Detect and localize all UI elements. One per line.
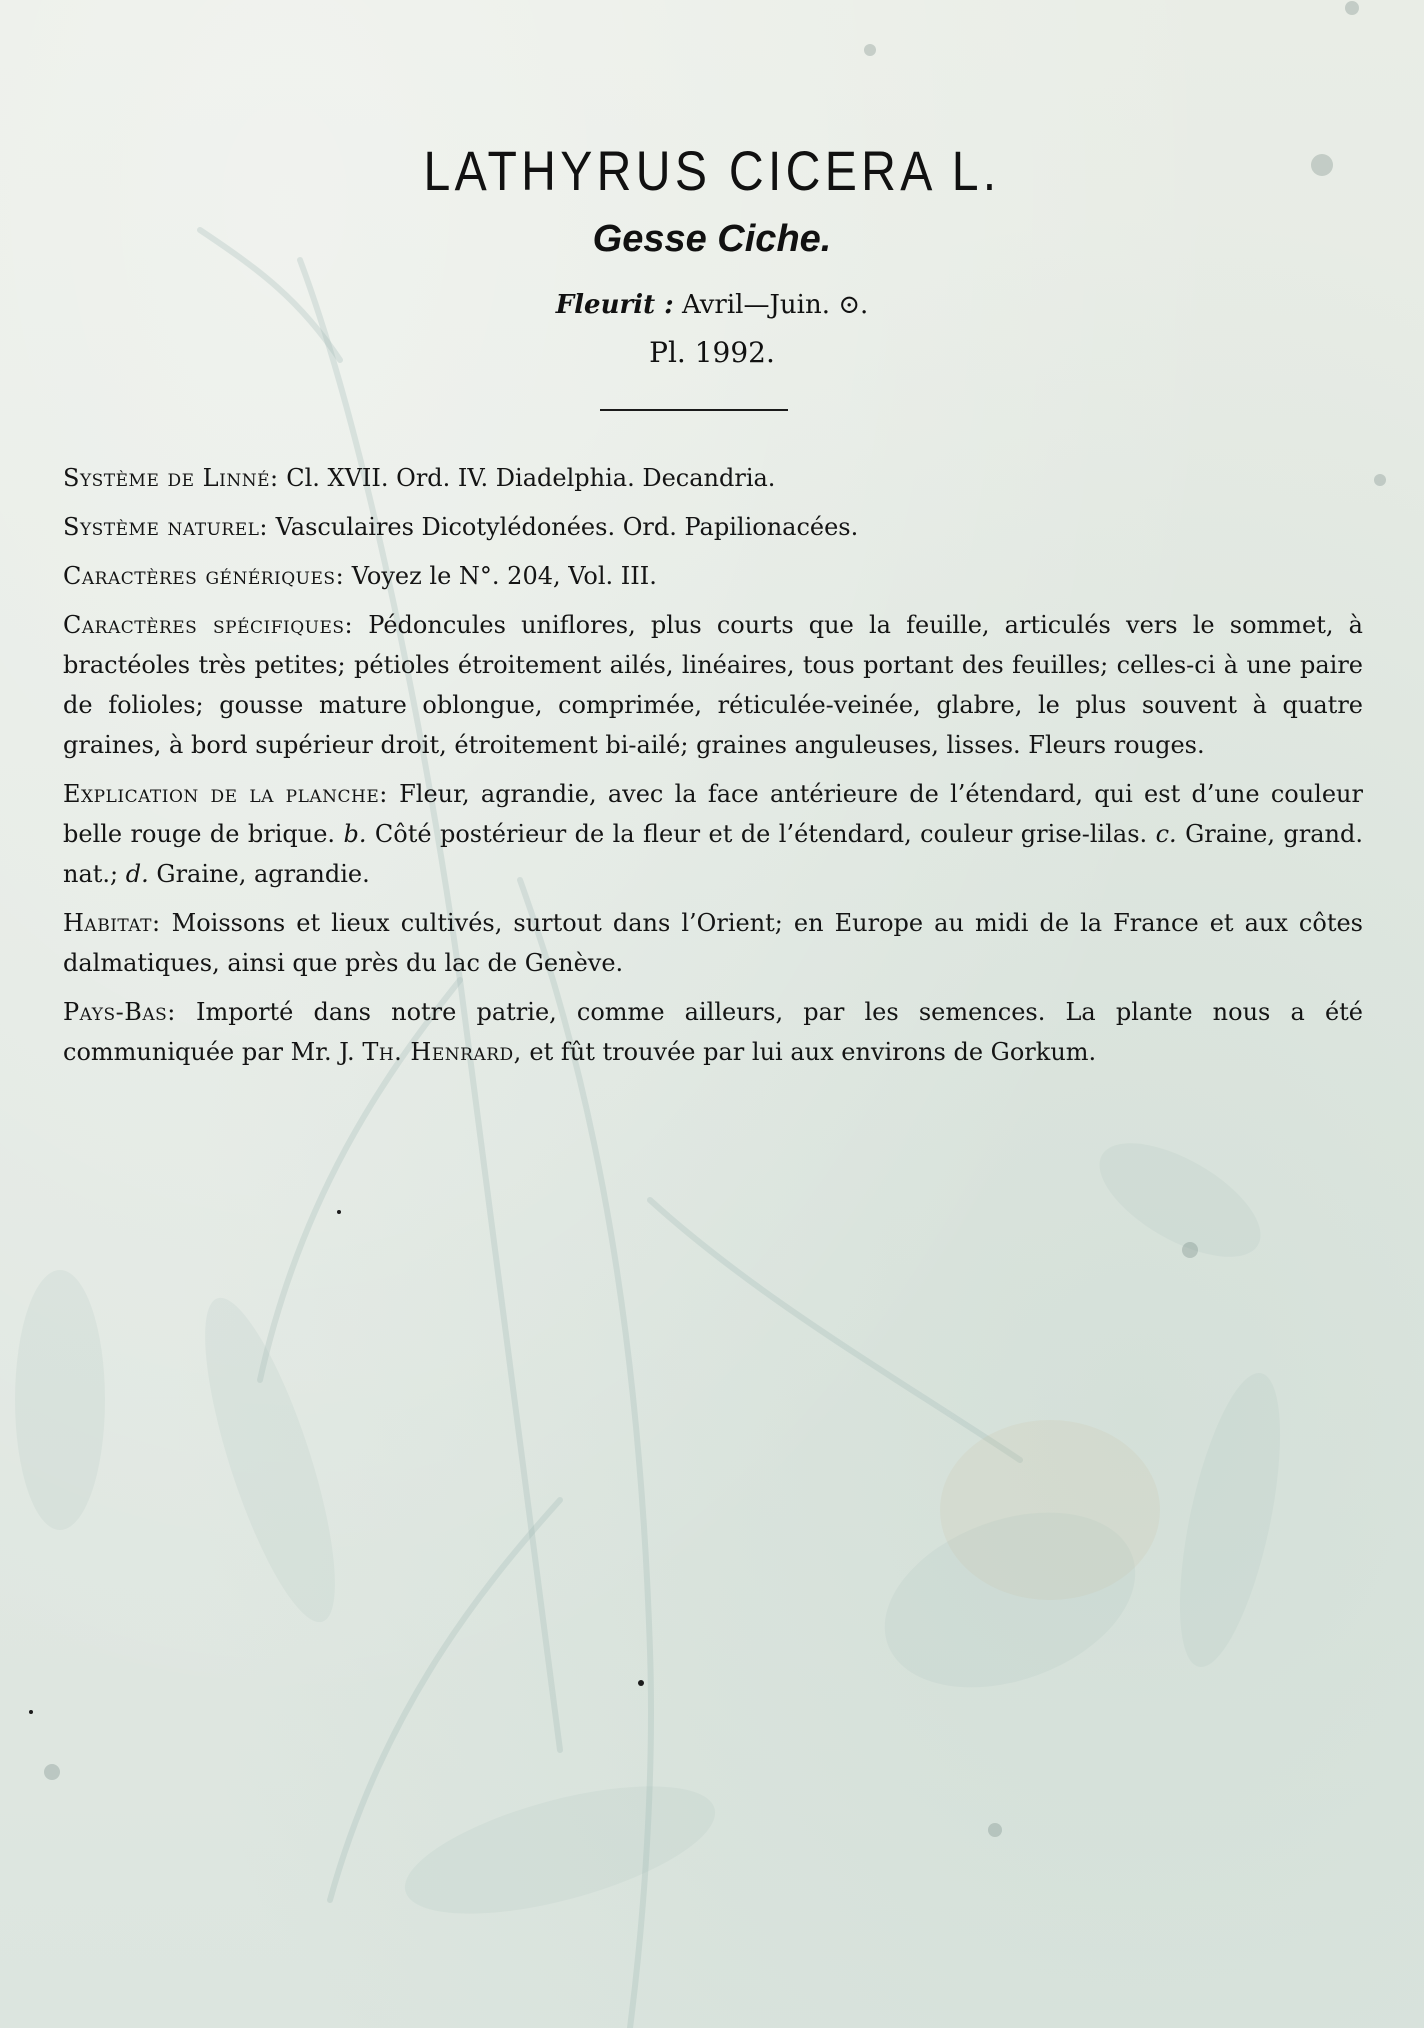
- section-text: Graine, grand. nat.;: [63, 820, 1364, 888]
- section-label: Pays-Bas:: [63, 998, 176, 1026]
- section-explication: [63, 774, 1363, 894]
- section-text: Moissons et lieux cultivés, surtout dans l’Orient; en Europe au midi de la France et aux côtes dalmatiques, ainsi que près du lac de Genève.: [63, 909, 1363, 977]
- section-label: Explication de la planche:: [63, 780, 388, 808]
- collector-name: Th. Henrard,: [362, 1038, 522, 1066]
- section-text: Côté postérieur de la fleur et de l’étendard, couleur grise-lilas.: [374, 820, 1148, 848]
- section-label: Système naturel:: [63, 513, 268, 541]
- section-generiques: [63, 556, 1363, 596]
- section-label: Habitat:: [63, 909, 161, 937]
- section-label: Caractères spécifiques:: [63, 611, 354, 639]
- section-text: Voyez le N°. 204, Vol. III.: [351, 562, 657, 590]
- title-divider: [600, 409, 788, 411]
- section-text: Graine, agrandie.: [156, 860, 370, 888]
- plate-number: Pl. 1992.: [649, 336, 775, 369]
- flowering-period: Avril—Juin. ⊙.: [682, 290, 869, 320]
- section-naturel: [63, 507, 1363, 547]
- figure-letter-d: d.: [125, 860, 149, 888]
- section-habitat: [63, 903, 1363, 983]
- section-text: Pédoncules uniflores, plus courts que la feuille, articulés vers le sommet, à bractéoles très petites; pétioles étroitement ailés, linéaires, tous portant des feuilles; celles-ci à une paire de folioles; gousse mature oblongue, comprimée, réticulée-veinée, glabre, le plus souvent à quatre graines, à bord supérieur droit, étroitement bi-ailé; graines anguleuses, lisses. Fleurs rouges.: [63, 611, 1363, 759]
- flowering-label: Fleurit :: [555, 290, 674, 320]
- section-text: Vasculaires Dicotylédonées. Ord. Papilionacées.: [275, 513, 859, 541]
- section-text: Cl. XVII. Ord. IV. Diadelphia. Decandria.: [286, 464, 776, 492]
- common-name: Gesse Ciche.: [592, 218, 832, 260]
- section-label: Caractères génériques:: [63, 562, 345, 590]
- figure-letter-b: b.: [343, 820, 367, 848]
- section-text: Importé dans notre patrie, comme ailleurs, par les semences. La plante nous a été communiquée par Mr. J.: [63, 998, 1363, 1066]
- section-text: et fût trouvée par lui aux environs de Gorkum.: [529, 1038, 1097, 1066]
- figure-letter-c: c.: [1155, 820, 1177, 848]
- section-linne: [63, 458, 1363, 498]
- section-text: Fleur, agrandie, avec la face antérieure de l’étendard, qui est d’une couleur belle rouge de brique.: [63, 780, 1363, 848]
- section-specifiques: [63, 605, 1363, 765]
- species-title: LATHYRUS CICERA L.: [423, 139, 1001, 202]
- section-pays-bas: [63, 992, 1363, 1072]
- section-label: Système de Linné:: [63, 464, 279, 492]
- description-body: [63, 458, 1363, 1081]
- flowering-line: [0, 290, 1424, 320]
